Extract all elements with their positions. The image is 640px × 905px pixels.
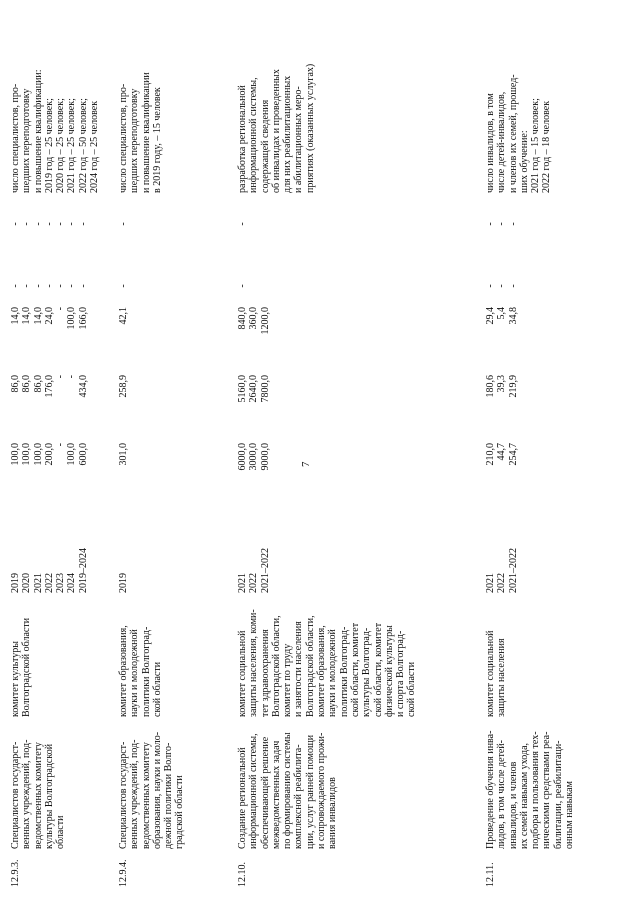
- executor-cell: [118, 607, 163, 717]
- text-line: обеспечивающей решение: [259, 736, 271, 849]
- text-line: Волгоградской области,: [270, 615, 282, 717]
- text-line: 44,7: [496, 443, 508, 461]
- other-cell: [10, 209, 89, 239]
- text-line: дежной политики Волго-: [163, 742, 175, 849]
- row-id: 12.10.: [237, 862, 248, 887]
- years-cell: [485, 521, 519, 593]
- text-line: политики Волгоград-: [338, 626, 350, 717]
- text-line: комитет по труду: [282, 643, 294, 717]
- text-line: число специалистов, про-: [118, 83, 129, 193]
- event-cell: [10, 721, 66, 849]
- municipal-cell: [10, 271, 89, 301]
- text-line: 258,9: [118, 375, 129, 398]
- text-line: билитации, реабилитаци-: [552, 740, 564, 849]
- text-line: -: [10, 284, 21, 288]
- text-line: культуры Волгоградской: [43, 743, 55, 849]
- text-line: 2024 год – 25 человек: [89, 100, 101, 193]
- result-cell: [485, 23, 553, 193]
- text-line: Волгоградской области,: [304, 615, 316, 717]
- text-line: их семей навыкам ухода,: [518, 742, 530, 849]
- text-line: -: [77, 222, 89, 226]
- result-cell: [237, 23, 316, 193]
- text-line: венных учреждений, под-: [21, 739, 33, 849]
- text-line: 39,3: [496, 375, 508, 393]
- federal-cell: [118, 375, 129, 427]
- text-line: 9000,0: [259, 443, 271, 471]
- text-line: приятиях (оказанных услугах): [304, 63, 316, 193]
- text-line: 5160,0: [237, 375, 248, 403]
- text-line: ции, услуг ранней помощи: [304, 734, 316, 849]
- text-line: шедших переподготовку: [129, 88, 141, 193]
- text-line: 100,0: [66, 443, 78, 466]
- text-line: 2019: [10, 573, 21, 593]
- text-line: -: [66, 222, 78, 226]
- text-line: тет здравоохранения: [259, 629, 271, 717]
- text-line: ской области: [151, 661, 163, 717]
- text-line: 2022: [248, 573, 260, 593]
- text-line: лидов, в том числе детей-: [496, 739, 508, 849]
- text-line: вания инвалидов: [327, 777, 339, 849]
- text-line: 301,0: [118, 443, 129, 466]
- text-line: комитет социальной: [237, 630, 248, 717]
- text-line: по формированию системы: [282, 732, 294, 849]
- text-line: 2019 год – 25 человек;: [43, 98, 55, 193]
- text-line: -: [485, 222, 496, 226]
- text-line: -: [77, 284, 89, 288]
- text-line: информационной системы,: [248, 733, 260, 849]
- regional-cell: [118, 307, 129, 357]
- federal-cell: [485, 375, 519, 427]
- text-line: в 2019 году, – 15 человек: [151, 87, 163, 193]
- text-line: 86,0: [32, 375, 44, 393]
- text-line: 2019: [118, 573, 129, 593]
- text-line: -: [21, 222, 33, 226]
- text-line: 180,6: [485, 375, 496, 398]
- text-line: -: [32, 222, 44, 226]
- text-line: 2024: [66, 573, 78, 593]
- total-cell: [118, 443, 129, 493]
- text-line: 29,4: [485, 307, 496, 325]
- text-line: 2022 год – 50 человек;: [77, 98, 89, 193]
- text-line: подбора и пользования тех-: [530, 731, 542, 849]
- text-line: 360,0: [248, 307, 260, 330]
- result-cell: [10, 23, 100, 193]
- text-line: 840,0: [237, 307, 248, 330]
- page-number: 7: [300, 461, 312, 467]
- text-line: -: [55, 375, 67, 379]
- text-line: ской области, комитет: [372, 622, 384, 717]
- text-line: -: [55, 222, 67, 226]
- years-cell: [237, 521, 271, 593]
- text-line: 176,0: [43, 375, 55, 398]
- text-line: -: [118, 222, 129, 226]
- text-line: -: [485, 284, 496, 288]
- municipal-cell: [118, 271, 129, 301]
- text-line: 219,9: [507, 375, 519, 398]
- text-line: -: [66, 284, 78, 288]
- text-line: 2021: [485, 573, 496, 593]
- text-line: венных учреждений, под-: [129, 739, 141, 849]
- text-line: содержащей сведения: [259, 99, 271, 193]
- text-line: 434,0: [77, 375, 89, 398]
- text-line: 14,0: [21, 307, 33, 325]
- text-line: 42,1: [118, 307, 129, 325]
- text-line: и членов их семей, прошед-: [507, 74, 519, 193]
- text-line: Проведение обучения инва-: [485, 730, 496, 849]
- text-line: онным навыкам: [564, 781, 576, 849]
- federal-cell: [237, 375, 271, 427]
- text-line: -: [237, 222, 248, 226]
- text-line: -: [118, 284, 129, 288]
- text-line: ведомственных комитету: [140, 742, 152, 849]
- text-line: комитет образования,: [118, 625, 129, 717]
- municipal-cell: [237, 271, 248, 301]
- text-line: -: [32, 284, 44, 288]
- text-line: 2022: [496, 573, 508, 593]
- years-cell: [10, 521, 89, 593]
- text-line: 200,0: [43, 443, 55, 466]
- executor-cell: [485, 607, 508, 717]
- text-line: 2021: [32, 573, 44, 593]
- text-line: 2021 год – 15 человек;: [530, 98, 542, 193]
- executor-cell: [10, 607, 33, 717]
- years-cell: [118, 521, 129, 593]
- text-line: ведомственных комитету: [32, 742, 44, 849]
- text-line: комитет социальной: [485, 630, 496, 717]
- text-line: 2019–2024: [77, 548, 89, 593]
- text-line: 86,0: [10, 375, 21, 393]
- text-line: 254,7: [507, 443, 519, 466]
- text-line: -: [496, 222, 508, 226]
- text-line: число инвалидов, в том: [485, 93, 496, 193]
- text-line: защиты населения: [496, 638, 508, 717]
- text-line: Специалистов государст-: [118, 741, 129, 849]
- text-line: области: [55, 815, 67, 849]
- text-line: науки и молодежной: [129, 629, 141, 717]
- text-line: 2021–2022: [259, 548, 271, 593]
- row-id: 12.11.: [485, 862, 496, 887]
- text-line: 7800,0: [259, 375, 271, 403]
- text-line: и занятости населения: [293, 621, 305, 717]
- text-line: -: [55, 284, 67, 288]
- text-line: 14,0: [10, 307, 21, 325]
- text-line: 2640,0: [248, 375, 260, 403]
- text-line: ской области: [406, 661, 418, 717]
- text-line: 2023: [55, 573, 67, 593]
- text-line: 100,0: [21, 443, 33, 466]
- text-line: для них реабилитационных: [282, 75, 294, 193]
- text-line: межведомственных задач: [270, 740, 282, 849]
- event-cell: [118, 721, 186, 849]
- total-cell: [485, 443, 519, 493]
- text-line: ской области, комитет: [349, 622, 361, 717]
- regional-cell: [237, 307, 271, 357]
- text-line: -: [507, 222, 519, 226]
- event-cell: [485, 721, 575, 849]
- text-line: и спорта Волгоград-: [395, 630, 407, 717]
- federal-cell: [10, 375, 89, 427]
- text-line: 6000,0: [237, 443, 248, 471]
- text-line: 3000,0: [248, 443, 260, 471]
- text-line: Волгоградской области: [21, 617, 33, 717]
- text-line: число специалистов, про-: [10, 83, 21, 193]
- text-line: -: [10, 222, 21, 226]
- text-line: -: [43, 222, 55, 226]
- text-line: 2021 год – 25 человек;: [66, 98, 78, 193]
- total-cell: [237, 443, 271, 493]
- text-line: 166,0: [77, 307, 89, 330]
- text-line: образования, науки и моло-: [151, 731, 163, 849]
- text-line: -: [237, 284, 248, 288]
- executor-cell: [237, 607, 418, 717]
- text-line: 2021: [237, 573, 248, 593]
- result-cell: [118, 23, 163, 193]
- text-line: -: [21, 284, 33, 288]
- text-line: 34,8: [507, 307, 519, 325]
- text-line: комплексной реабилита-: [293, 744, 305, 849]
- text-line: 1200,0: [259, 307, 271, 335]
- text-line: политики Волгоград-: [140, 626, 152, 717]
- text-line: 2021–2022: [507, 548, 519, 593]
- text-line: комитет культуры: [10, 641, 21, 717]
- text-line: 2022: [43, 573, 55, 593]
- text-line: 14,0: [32, 307, 44, 325]
- municipal-cell: [485, 271, 519, 301]
- text-line: ших обучение:: [518, 130, 530, 193]
- text-line: 100,0: [66, 307, 78, 330]
- text-line: и абилитационных меро-: [293, 86, 305, 193]
- text-line: -: [507, 284, 519, 288]
- text-line: числе детей-инвалидов,: [496, 91, 508, 193]
- text-line: градской области: [174, 775, 186, 849]
- text-line: защиты населения, коми-: [248, 609, 260, 717]
- text-line: 86,0: [21, 375, 33, 393]
- text-line: культуры Волгоград-: [361, 627, 373, 717]
- text-line: шедших переподготовку: [21, 88, 33, 193]
- text-line: 210,0: [485, 443, 496, 466]
- text-line: 5,4: [496, 307, 508, 320]
- text-line: 600,0: [77, 443, 89, 466]
- row-id: 12.9.4.: [118, 859, 129, 887]
- text-line: инвалидов, и членов: [507, 761, 519, 849]
- text-line: -: [55, 307, 67, 311]
- other-cell: [485, 209, 519, 239]
- text-line: Специалистов государст-: [10, 741, 21, 849]
- text-line: физической культуры: [383, 625, 395, 717]
- regional-cell: [10, 307, 89, 357]
- text-line: 24,0: [43, 307, 55, 325]
- text-line: и повышение квалификации:: [32, 69, 44, 193]
- text-line: и сопровождаемого прожи-: [316, 732, 328, 849]
- text-line: Создание региональной: [237, 747, 248, 849]
- text-line: комитет образования,: [316, 625, 328, 717]
- other-cell: [237, 209, 248, 239]
- text-line: -: [66, 375, 78, 379]
- event-cell: [237, 721, 339, 849]
- text-line: разработка региональной: [237, 85, 248, 193]
- text-line: и повышение квалификации: [140, 72, 152, 193]
- text-line: -: [43, 284, 55, 288]
- text-line: ническими средствами реа-: [541, 731, 553, 849]
- text-line: 100,0: [32, 443, 44, 466]
- text-line: -: [55, 443, 67, 447]
- text-line: -: [496, 284, 508, 288]
- text-line: об инвалидах и проведенных: [270, 69, 282, 193]
- text-line: 100,0: [10, 443, 21, 466]
- text-line: 2022 год – 18 человек: [541, 100, 553, 193]
- text-line: науки и молодежной: [327, 629, 339, 717]
- row-id: 12.9.3.: [10, 859, 21, 887]
- text-line: информационной системы,: [248, 77, 260, 193]
- regional-cell: [485, 307, 519, 357]
- other-cell: [118, 209, 129, 239]
- total-cell: [10, 443, 89, 493]
- text-line: 2020: [21, 573, 33, 593]
- text-line: 2020 год – 25 человек;: [55, 98, 67, 193]
